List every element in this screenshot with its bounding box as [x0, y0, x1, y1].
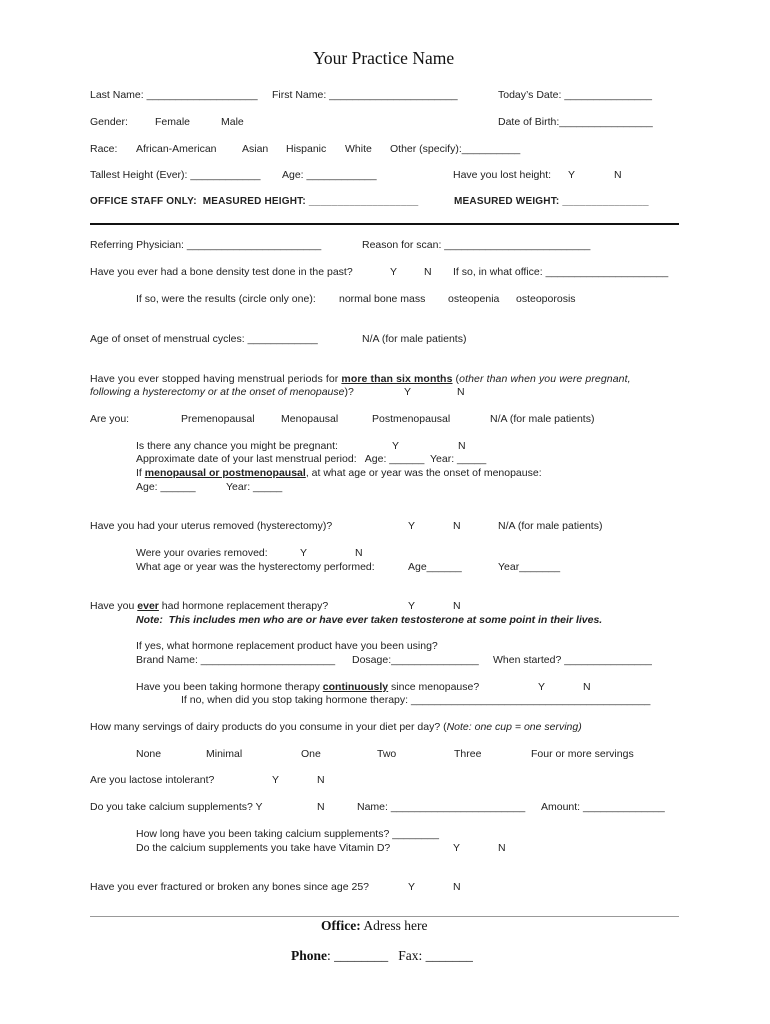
stopped-periods-yes[interactable]: Y — [404, 386, 412, 398]
hysterectomy-yes[interactable]: Y — [408, 520, 416, 532]
reason-for-scan-field[interactable]: Reason for scan: _________________________ — [362, 239, 591, 251]
hrt-continuous-no[interactable]: N — [583, 681, 591, 693]
bone-density-yes[interactable]: Y — [390, 266, 398, 278]
ovaries-question: Were your ovaries removed: — [136, 547, 268, 559]
race-option-african-american[interactable]: African-American — [136, 143, 217, 155]
hrt-dosage-field[interactable]: Dosage:_______________ — [352, 654, 479, 666]
hysterectomy-question: Have you had your uterus removed (hysterectomy)? — [90, 520, 333, 532]
race-option-other[interactable]: Other (specify):__________ — [390, 143, 521, 155]
menopause-onset-question — [136, 467, 542, 480]
dairy-option-one[interactable]: One — [301, 748, 321, 760]
menopause-year-field[interactable]: Year: _____ — [226, 481, 283, 493]
race-option-asian[interactable]: Asian — [242, 143, 269, 155]
hrt-brand-field[interactable]: Brand Name: _______________________ — [136, 654, 336, 666]
are-you-premenopausal[interactable]: Premenopausal — [181, 413, 255, 425]
are-you-postmenopausal[interactable]: Postmenopausal — [372, 413, 451, 425]
fracture-question: Have you ever fractured or broken any bones since age 25? — [90, 881, 370, 893]
are-you-label: Are you: — [90, 413, 130, 425]
lactose-no[interactable]: N — [317, 774, 325, 786]
dairy-option-four-or-more[interactable]: Four or more servings — [531, 748, 634, 760]
calcium-name-field[interactable]: Name: _______________________ — [357, 801, 526, 813]
results-option-osteopenia[interactable]: osteopenia — [448, 293, 500, 305]
hrt-started-field[interactable]: When started? _______________ — [493, 654, 652, 666]
stopped-q-emphasis: more than six months — [341, 373, 453, 385]
menstrual-onset-field[interactable]: Age of onset of menstrual cycles: ____________ — [90, 333, 318, 345]
menopause-age-field[interactable]: Age: ______ — [136, 481, 196, 493]
footer-office — [321, 918, 427, 935]
hrt-q-emphasis: ever — [137, 600, 159, 612]
calcium-no[interactable]: N — [317, 801, 325, 813]
stopped-q-italic-2: following a hysterectomy or at the onset of menopause — [90, 386, 345, 398]
meno-emphasis: menopausal or postmenopausal — [144, 467, 306, 479]
hrt-continuous-yes[interactable]: Y — [538, 681, 546, 693]
meno-if: If — [136, 467, 145, 479]
ovaries-no[interactable]: N — [355, 547, 363, 559]
stopped-q-italic: other than when you were pregnant, — [459, 373, 631, 385]
hrt-stop-field[interactable]: If no, when did you stop taking hormone therapy: _________________________________________ — [181, 694, 651, 706]
race-option-hispanic[interactable]: Hispanic — [286, 143, 327, 155]
vitamin-d-yes[interactable]: Y — [453, 842, 461, 854]
phone-label: Phone — [291, 948, 328, 963]
hrt-q-end: had hormone replacement therapy? — [158, 600, 329, 612]
results-option-osteoporosis[interactable]: osteoporosis — [516, 293, 576, 305]
phone-fax-values: : ________ Fax: _______ — [327, 948, 473, 963]
office-label: Office: — [321, 918, 361, 933]
last-name-field[interactable]: Last Name: ___________________ — [90, 89, 258, 101]
hysterectomy-na[interactable]: N/A (for male patients) — [498, 520, 603, 532]
dairy-question — [90, 721, 582, 734]
race-option-white[interactable]: White — [345, 143, 372, 155]
dairy-option-none[interactable]: None — [136, 748, 162, 760]
stopped-q-paren: ( — [452, 373, 460, 385]
pregnant-yes[interactable]: Y — [392, 440, 400, 452]
pregnant-question: Is there any chance you might be pregnant: — [136, 440, 338, 452]
are-you-na[interactable]: N/A (for male patients) — [490, 413, 595, 425]
are-you-menopausal[interactable]: Menopausal — [281, 413, 339, 425]
hrt-no[interactable]: N — [453, 600, 461, 612]
date-of-birth-field[interactable]: Date of Birth:________________ — [498, 116, 653, 128]
results-option-normal[interactable]: normal bone mass — [339, 293, 426, 305]
stopped-periods-question — [90, 373, 631, 386]
results-question: If so, were the results (circle only one): — [136, 293, 316, 305]
page-title: Your Practice Name — [313, 48, 455, 68]
lost-height-question: Have you lost height: — [453, 169, 552, 181]
hysterectomy-year-field[interactable]: Year_______ — [498, 561, 561, 573]
lost-height-yes[interactable]: Y — [568, 169, 576, 181]
vitamin-d-question: Do the calcium supplements you take have Vitamin D? — [136, 842, 391, 854]
hrt-note: Note: This includes men who are or have ever taken testosterone at some point in their lives. — [136, 614, 603, 626]
dairy-q-note: Note: one cup = one serving) — [446, 721, 582, 733]
referring-physician-field[interactable]: Referring Physician: _______________________ — [90, 239, 322, 251]
hrt-cont-end: since menopause? — [388, 681, 480, 693]
bone-density-question: Have you ever had a bone density test done in the past? — [90, 266, 353, 278]
gender-option-female[interactable]: Female — [155, 116, 191, 128]
dairy-option-two[interactable]: Two — [377, 748, 397, 760]
menstrual-onset-na[interactable]: N/A (for male patients) — [362, 333, 467, 345]
stopped-periods-question-cont — [90, 386, 354, 399]
calcium-amount-field[interactable]: Amount: ______________ — [541, 801, 665, 813]
footer-divider — [90, 916, 679, 917]
meno-rest: , at what age or year was the onset of menopause: — [305, 467, 542, 479]
dairy-q-start: How many servings of dairy products do you consume in your diet per day? ( — [90, 721, 447, 733]
stopped-q-text: Have you ever stopped having menstrual periods for — [90, 373, 342, 385]
office-address: Adress here — [360, 918, 428, 933]
dairy-option-minimal[interactable]: Minimal — [206, 748, 243, 760]
vitamin-d-no[interactable]: N — [498, 842, 506, 854]
bone-density-office-field[interactable]: If so, in what office: _____________________ — [453, 266, 669, 278]
footer-phone-fax — [291, 948, 473, 965]
gender-label: Gender: — [90, 116, 128, 128]
office-staff-measured-height[interactable]: OFFICE STAFF ONLY: MEASURED HEIGHT: ___________________ — [90, 196, 419, 207]
hrt-q-start: Have you — [90, 600, 138, 612]
last-period-field[interactable]: Approximate date of your last menstrual period: Age: ______ Year: _____ — [136, 453, 487, 465]
hrt-cont-emphasis: continuously — [322, 681, 389, 693]
age-field[interactable]: Age: ____________ — [282, 169, 377, 181]
hrt-question — [90, 600, 328, 613]
calcium-question-yes[interactable]: Do you take calcium supplements? Y — [90, 801, 263, 813]
pregnant-no[interactable]: N — [458, 440, 466, 452]
measured-weight-field[interactable]: MEASURED WEIGHT: _______________ — [454, 196, 649, 207]
ovaries-yes[interactable]: Y — [300, 547, 308, 559]
tallest-height-field[interactable]: Tallest Height (Ever): ____________ — [90, 169, 261, 181]
stopped-q-end: )? — [344, 386, 354, 398]
hrt-continuous-question — [136, 681, 479, 694]
lactose-yes[interactable]: Y — [272, 774, 280, 786]
hysterectomy-no[interactable]: N — [453, 520, 461, 532]
bone-density-no[interactable]: N — [424, 266, 432, 278]
first-name-field[interactable]: First Name: ______________________ — [272, 89, 458, 101]
section-divider — [90, 223, 679, 225]
calcium-duration-field[interactable]: How long have you been taking calcium supplements? ________ — [136, 828, 439, 840]
hrt-product-question: If yes, what hormone replacement product have you been using? — [136, 640, 438, 652]
hrt-yes[interactable]: Y — [408, 600, 416, 612]
hysterectomy-when-question: What age or year was the hysterectomy performed: — [136, 561, 375, 573]
gender-option-male[interactable]: Male — [221, 116, 244, 128]
todays-date-field[interactable]: Today’s Date: _______________ — [498, 89, 652, 101]
lactose-question: Are you lactose intolerant? — [90, 774, 215, 786]
race-label: Race: — [90, 143, 118, 155]
dairy-option-three[interactable]: Three — [454, 748, 482, 760]
fracture-yes[interactable]: Y — [408, 881, 416, 893]
hysterectomy-age-field[interactable]: Age______ — [408, 561, 462, 573]
fracture-no[interactable]: N — [453, 881, 461, 893]
hrt-cont-start: Have you been taking hormone therapy — [136, 681, 323, 693]
lost-height-no[interactable]: N — [614, 169, 622, 181]
stopped-periods-no[interactable]: N — [457, 386, 465, 398]
